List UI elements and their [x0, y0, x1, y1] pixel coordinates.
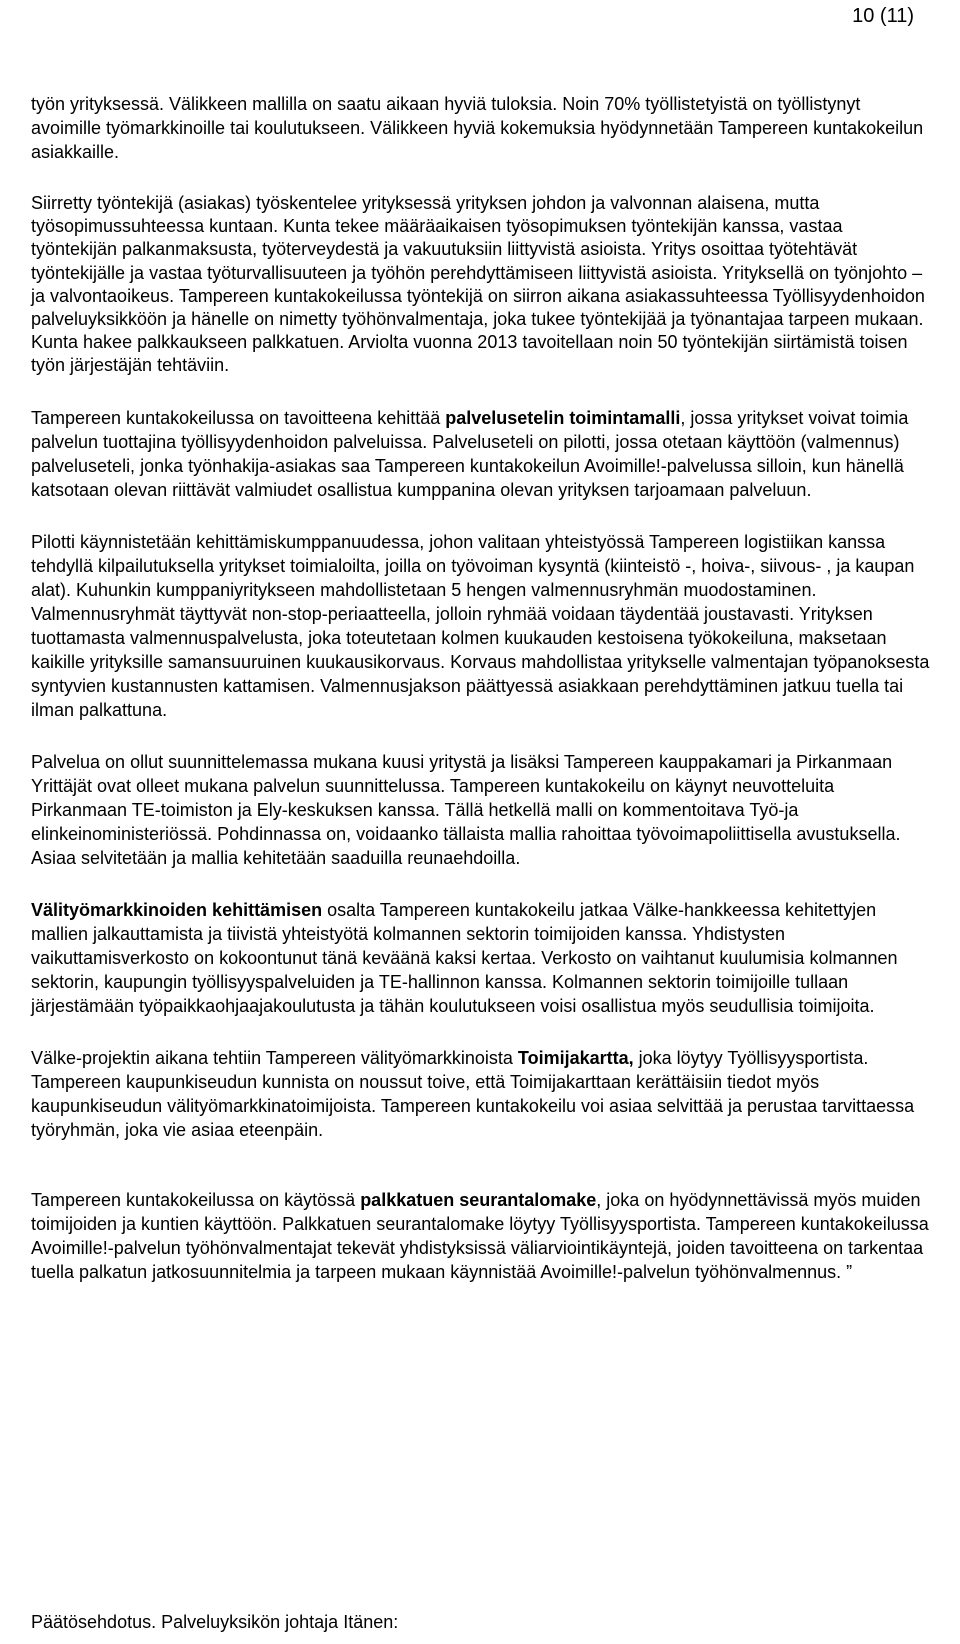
paragraph-4: Pilotti käynnistetään kehittämiskumppanuudessa, johon valitaan yhteistyössä Tampereen logistiikan kanssa tehdyllä kilpailutuksella yritykset toimialoilta, joilla on työvoiman kysyntä (kiinteistö -, hoiva-, siivous- , ja kaupan alat). Kuhunkin kumppaniyritykseen mahdollistetaan 5 hengen valmennusryhmän muodostaminen. Valmennusryhmät täyttyvät non-stop-periaatteella, jolloin ryhmää voidaan täydentää joustavasti. Yrityksen tuottamasta valmennuspalvelusta, joka toteutetaan kolmen kuukauden kestoisena työkokeiluna, maksetaan kaikille yrityksille samansuuruinen kuukausikorvaus. Korvaus mahdollistaa yritykselle valmentajan työpanoksesta syntyvien kustannusten kattamisen. Valmennusjakson päättyessä asiakkaan perehdyttäminen jatkuu tuella tai ilman palkattuna.	[31, 531, 930, 720]
paragraph-6	[31, 898, 931, 1018]
paragraph-7-bold-term: Toimijakartta,	[517, 1047, 634, 1068]
paragraph-7-text-after: joka löytyy Työllisyysportista. Tampereen kaupunkiseudun kunnista on noussut toive, että Toimijakarttaan kerättäisiin tiedot myös kaupunkiseudun välityömarkkinatoimijoista. Tampereen kuntakokeilu voi asiaa selvittää ja perustaa tarvittaessa työryhmän, joka vie asiaa eteenpäin.	[31, 1047, 915, 1140]
paragraph-8-bold-term: palkkatuen seurantalomake	[360, 1189, 597, 1210]
paragraph-3	[31, 406, 931, 502]
paragraph-8	[31, 1188, 931, 1284]
paragraph-8-text-before: Tampereen kuntakokeilussa on käytössä	[31, 1189, 361, 1210]
paragraph-8-text-after: , joka on hyödynnettävissä myös muiden toimijoiden ja kuntien käyttöön. Palkkatuen seurantalomake löytyy Työllisyysportista. Tampereen kuntakokeilussa Avoimille!-palvelun työhönvalmentajat tekevät yhdistyksissä väliarviointikäyntejä, joiden tavoitteena on tarkentaa tuella palkatun jatkosuunnitelmia ja tarpeen mukaan käynnistää Avoimille!-palvelun työhönvalmennus. ”	[31, 1189, 929, 1282]
paragraph-6-bold-term: Välityömarkkinoiden kehittämisen	[31, 899, 323, 920]
paragraph-3-text-after: , jossa yritykset voivat toimia palvelun tuottajina työllisyydenhoidon palveluissa. Palveluseteli on pilotti, jossa otetaan käyttöön (valmennus) palveluseteli, jonka työnhakija-asiakas saa Tampereen kuntakokeilun Avoimille!-palvelussa silloin, kun hänellä katsotaan olevan riittävät valmiudet osallistua kumppanina olevan yrityksen tarjoamaan palveluun.	[31, 407, 909, 500]
paragraph-7	[31, 1046, 931, 1142]
paragraph-2: Siirretty työntekijä (asiakas) työskentelee yrityksessä yrityksen johdon ja valvonnan alaisena, mutta työsopimussuhteessa kuntaan. Kunta tekee määräaikaisen työsopimuksen työntekijän kanssa, vastaa työntekijän palkanmaksusta, työterveydestä ja vakuutuksiin liittyvistä asioista. Yritys osoittaa työtehtävät työntekijälle ja vastaa työturvallisuuteen ja työhön perehdyttämiseen liittyvistä asioista. Yrityksellä on työnjohto – ja valvontaoikeus. Tampereen kuntakokeilussa työntekijä on siirron aikana asiakassuhteessa Työllisyydenhoidon palveluyksikköön ja hänelle on nimetty työhönvalmentaja, joka tukee työntekijää ja työnantajaa tarpeen mukaan. Kunta hakee palkkaukseen palkkatuen. Arviolta vuonna 2013 tavoitellaan noin 50 työntekijän siirtämistä toisen työn järjestäjän tehtäviin.	[31, 193, 925, 376]
paragraph-5: Palvelua on ollut suunnittelemassa mukana kuusi yritystä ja lisäksi Tampereen kauppakamari ja Pirkanmaan Yrittäjät ovat olleet mukana palvelun suunnittelussa. Tampereen kuntakokeilu on käynyt neuvotteluita Pirkanmaan TE-toimiston ja Ely-keskuksen kanssa. Tällä hetkellä malli on kommentoitava Työ-ja elinkeinoministeriössä. Pohdinnassa on, voidaanko tällaista mallia rahoittaa työvoimapoliittisella avustuksella. Asiaa selvitetään ja mallia kehitetään saaduilla reunaehdoilla.	[31, 751, 901, 868]
paragraph-3-text-before: Tampereen kuntakokeilussa on tavoitteena kehittää	[31, 407, 446, 428]
document-body	[31, 92, 931, 1284]
paragraph-6-text-after: osalta Tampereen kuntakokeilu jatkaa Välke-hankkeessa kehitettyjen mallien jalkauttamista ja tiivistä yhteistyötä kolmannen sektorin toimijoiden kanssa. Yhdistysten vaikuttamisverkosto on kokoontunut tänä keväänä kaksi kertaa. Verkosto on vaihtanut kuulumisia kolmannen sektorin, kaupungin työllisyyspalveluiden ja TE-hallinnon kanssa. Kolmannen sektorin toimijoille tullaan järjestämään työpaikkaohjaajakoulutusta ja tähän koulutukseen voisi osallistua myös seudullisia toimijoita.	[31, 899, 898, 1016]
paragraph-1: työn yrityksessä. Välikkeen mallilla on saatu aikaan hyviä tuloksia. Noin 70% työllistetyistä on työllistynyt avoimille työmarkkinoille tai koulutukseen. Välikkeen hyviä kokemuksia hyödynnetään Tampereen kuntakokeilun asiakkaille.	[31, 94, 924, 162]
page-number: 10 (11)	[852, 5, 914, 27]
paragraph-7-text-before: Välke-projektin aikana tehtiin Tampereen välityömarkkinoista	[31, 1047, 518, 1068]
decision-proposal-heading: Päätösehdotus. Palveluyksikön johtaja Itänen:	[31, 1612, 399, 1632]
paragraph-3-bold-term: palvelusetelin toimintamalli	[445, 407, 681, 428]
